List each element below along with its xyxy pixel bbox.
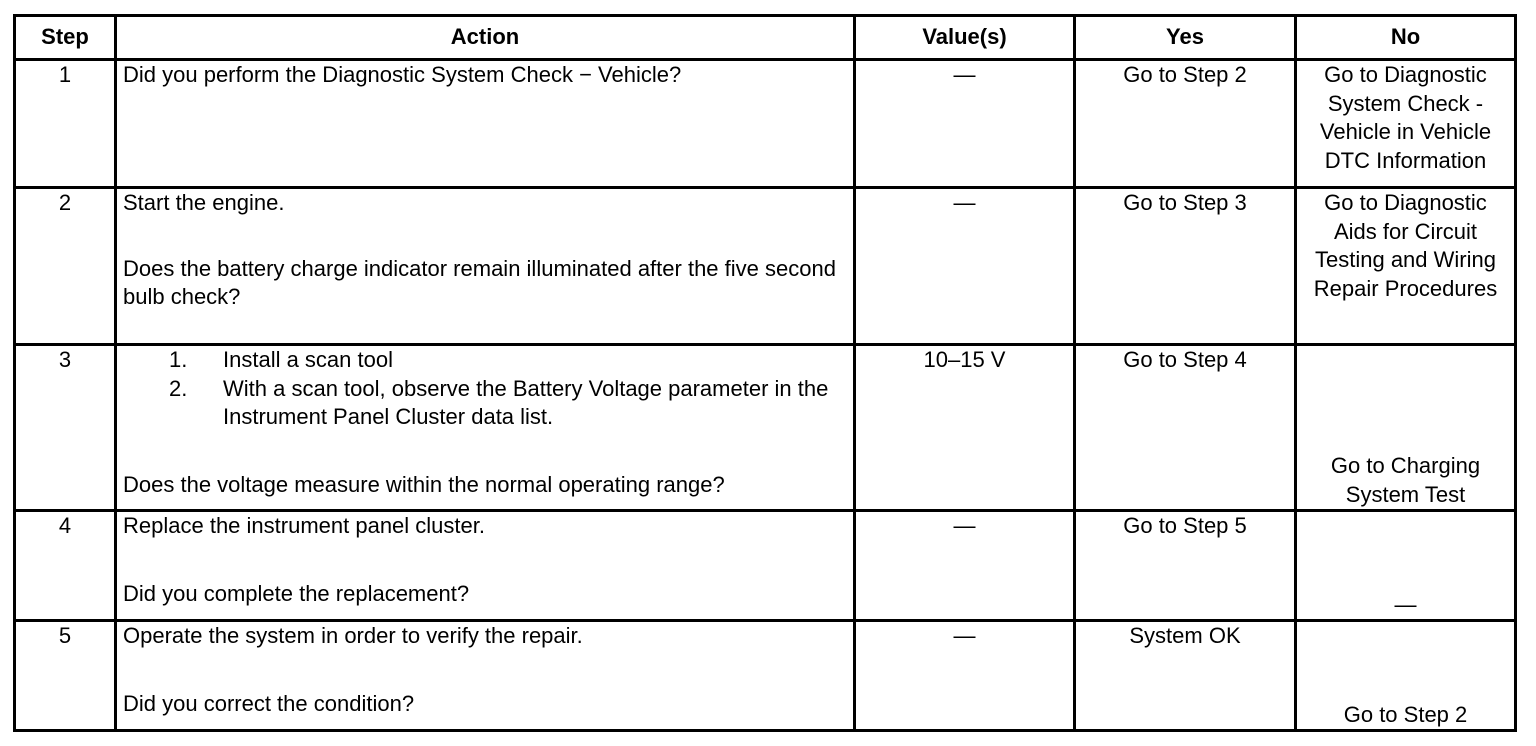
list-item [123,375,847,432]
value-cell: — [855,188,1075,345]
no-cell: — [1296,511,1516,621]
list-item [123,346,847,375]
step-number: 5 [15,621,116,731]
action-question: Did you correct the condition? [123,690,415,716]
action-cell [116,621,855,731]
action-instruction: Start the engine. [123,190,285,215]
value-cell: — [855,60,1075,188]
table-row [15,621,1516,731]
action-question: Did you complete the replacement? [123,580,470,606]
action-cell [116,345,855,511]
action-text: Did you perform the Diagnostic System Check − Vehicle? [123,62,682,87]
action-list [123,346,847,432]
no-cell: Go to Charging System Test [1296,345,1516,511]
action-cell [116,511,855,621]
value-cell: — [855,511,1075,621]
table-row [15,345,1516,511]
step-number: 2 [15,188,116,345]
table-row [15,511,1516,621]
header-action: Action [116,16,855,60]
list-item-number: 1. [169,347,188,372]
header-values: Value(s) [855,16,1075,60]
list-item-text: With a scan tool, observe the Battery Voltage parameter in the Instrument Panel Cluster data list. [223,375,829,429]
header-yes: Yes [1075,16,1296,60]
list-item-text: Install a scan tool [223,347,393,372]
action-cell [116,188,855,345]
yes-cell: Go to Step 3 [1075,188,1296,345]
table-row [15,188,1516,345]
yes-cell: System OK [1075,621,1296,731]
yes-cell: Go to Step 5 [1075,511,1296,621]
action-question: Does the battery charge indicator remain illuminated after the five second bulb check? [123,255,836,309]
value-cell: — [855,621,1075,731]
no-cell: Go to Diagnostic Aids for Circuit Testing and Wiring Repair Procedures [1296,188,1516,345]
header-no: No [1296,16,1516,60]
no-cell: Go to Step 2 [1296,621,1516,731]
action-cell [116,60,855,188]
yes-cell: Go to Step 4 [1075,345,1296,511]
diagnostic-table [13,14,1517,732]
step-number: 1 [15,60,116,188]
yes-cell: Go to Step 2 [1075,60,1296,188]
action-instruction: Replace the instrument panel cluster. [123,513,485,538]
header-row [15,16,1516,60]
header-step: Step [15,16,116,60]
step-number: 3 [15,345,116,511]
list-item-number: 2. [169,375,188,401]
value-cell: 10–15 V [855,345,1075,511]
action-question: Does the voltage measure within the normal operating range? [123,471,725,497]
table-row [15,60,1516,188]
no-cell: Go to Diagnostic System Check - Vehicle in Vehicle DTC Information [1296,60,1516,188]
step-number: 4 [15,511,116,621]
action-instruction: Operate the system in order to verify the repair. [123,623,583,648]
